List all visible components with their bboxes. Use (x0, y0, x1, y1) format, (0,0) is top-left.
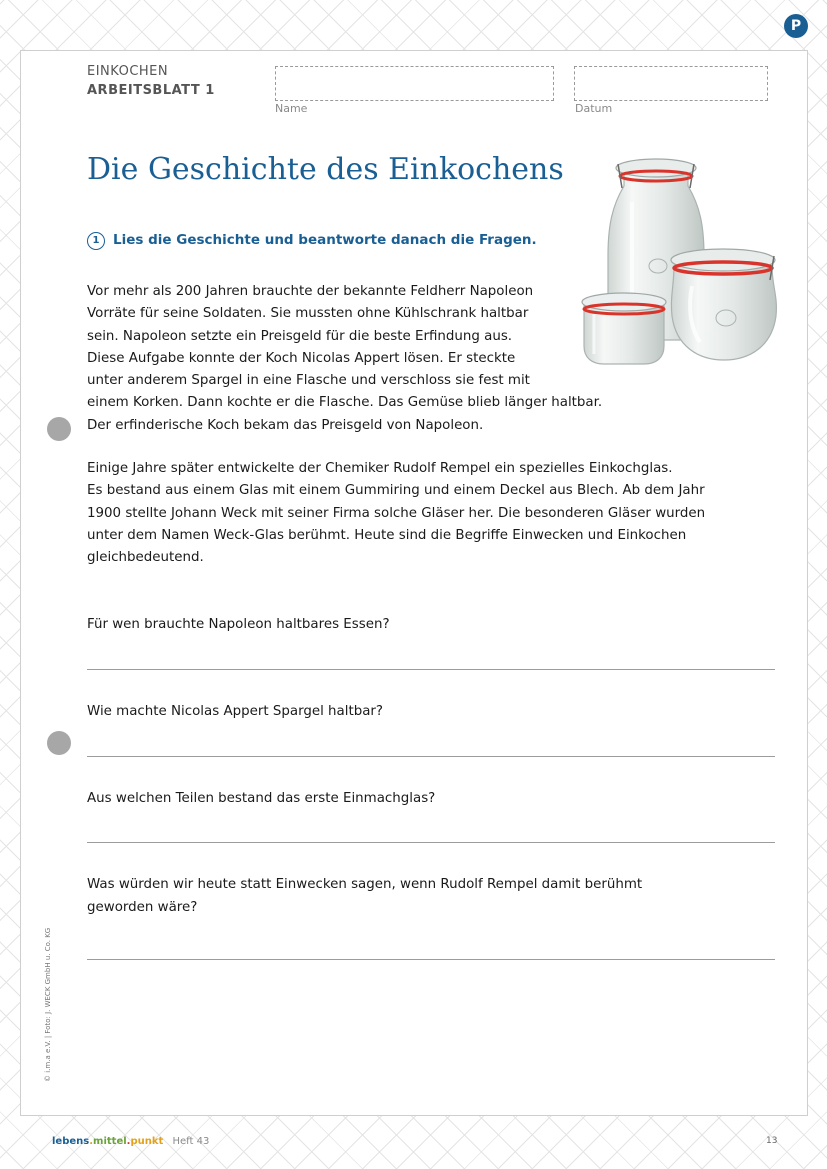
question-1: Für wen brauchte Napoleon haltbares Essen? (87, 617, 390, 632)
question-3: Aus welchen Teilen bestand das erste Einmachglas? (87, 791, 436, 806)
question-4: Was würden wir heute statt Einwecken sagen, wenn Rudolf Rempel damit berühmt geworden wäre? (87, 877, 643, 915)
round-jar (671, 249, 776, 360)
header-sheet-number: ARBEITSBLATT 1 (87, 83, 215, 98)
answer-line-3[interactable] (87, 842, 775, 843)
answer-line-1[interactable] (87, 669, 775, 670)
date-label: Datum (575, 102, 613, 115)
punch-hole-bottom (47, 731, 71, 755)
answer-line-2[interactable] (87, 756, 775, 757)
header-topic: EINKOCHEN (87, 64, 169, 79)
task-number: 1 (87, 232, 105, 250)
date-field[interactable] (574, 66, 768, 101)
page-number: 13 (766, 1136, 778, 1146)
story-paragraph-2: Einige Jahre später entwickelte der Chemiker Rudolf Rempel ein spezielles Einkochglas. Es bestand aus einem Glas mit einem Gummiring und einem Deckel aus Blech. Ab dem Jahr 1900 stellte Johann Weck mit seiner Firma solche Gläser her. Die besonderen Gläser wurden unter dem Namen Weck-Glas berühmt. Heute sind die Begriffe Einwecken und Einkochen gleichbedeutend. (87, 461, 706, 566)
story-paragraph-1: Vor mehr als 200 Jahren brauchte der bekannte Feldherr Napoleon Vorräte für seine Soldaten. Sie mussten ohne Kühlschrank haltbar sein. Napoleon setzte ein Preisgeld für die beste Erfindung aus. Diese Aufgabe konnte der Koch Nicolas Appert lösen. Er steckte unter anderem Spargel in eine Flasche und verschloss sie fest mit einem Korken. Dann kochte er die Flasche. Das Gemüse blieb länger haltbar. Der erfinderische Koch bekam das Preisgeld von Napoleon. (87, 284, 603, 433)
issue-number: Heft 43 (172, 1136, 210, 1147)
task-text: Lies die Geschichte und beantworte danach die Fragen. (113, 232, 537, 248)
punch-hole-top (47, 417, 71, 441)
footer-brand: lebens.mittel.punkt Heft 43 (52, 1136, 210, 1147)
weck-jars-illustration (574, 146, 790, 372)
question-2: Wie machte Nicolas Appert Spargel haltbar? (87, 704, 384, 719)
answer-line-4[interactable] (87, 959, 775, 960)
task-instruction (87, 232, 537, 250)
page-title: Die Geschichte des Einkochens (87, 152, 564, 187)
name-label: Name (275, 102, 308, 115)
brand-part-1: lebens (52, 1136, 90, 1147)
level-badge-p: P (784, 14, 808, 38)
copyright-note: © i.m.a e.V. | Foto: J. WECK GmbH u. Co. KG (44, 927, 52, 1082)
name-field[interactable] (275, 66, 554, 101)
brand-part-3: punkt (130, 1136, 164, 1147)
brand-part-2: mittel (93, 1136, 127, 1147)
